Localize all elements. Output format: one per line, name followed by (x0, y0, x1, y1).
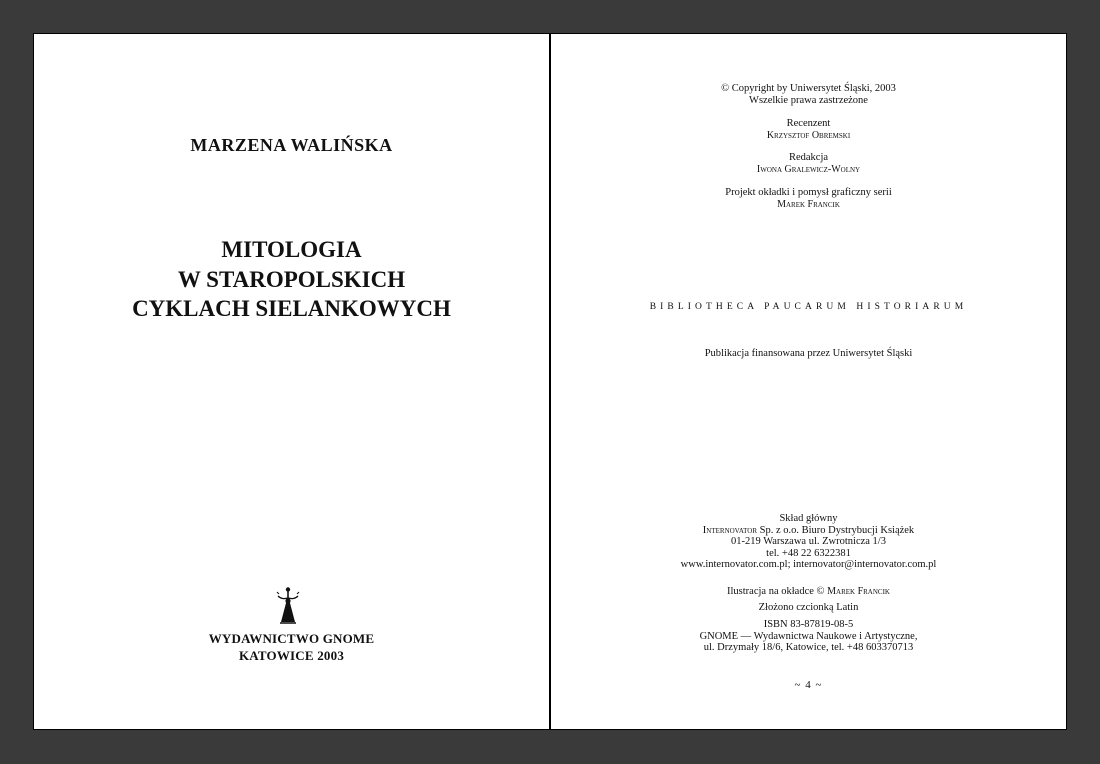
cover-design-label: Projekt okładki i pomysł graficzny serii (725, 187, 892, 198)
editor-label: Redakcja (788, 152, 829, 163)
isbn: ISBN 83-87819-08-5 (763, 619, 854, 630)
cover-designer-name: Marek Francik (777, 198, 840, 210)
distribution-web: www.internovator.com.pl; internovator@internovator.com.pl (680, 559, 937, 570)
imprint-line-2: ul. Drzymały 18/6, Katowice, tel. +48 603370713 (703, 642, 914, 653)
title-line-3: CYKLACH SIELANKOWYCH (132, 296, 451, 321)
reviewer-label: Recenzent (786, 118, 831, 129)
copyright-block (551, 83, 1066, 106)
distribution-company-name: Internovator (702, 524, 757, 536)
distribution-address: 01-219 Warszawa ul. Zwrotnicza 1/3 (731, 536, 886, 547)
publisher-name: WYDAWNICTWO GNOME (208, 631, 375, 646)
reviewer-name: Krzysztof Obremski (766, 129, 851, 141)
title-line-2: W STAROPOLSKICH (177, 266, 406, 292)
illustration-prefix: Ilustracja na okładce © (727, 586, 828, 597)
publisher-emblem-icon (276, 586, 300, 626)
series-name: BIBLIOTHECA PAUCARUM HISTORIARUM (649, 302, 968, 312)
illustration-credit (551, 586, 1066, 598)
illustration-author: Marek Francik (827, 586, 890, 597)
right-page (550, 33, 1067, 730)
left-page (33, 33, 550, 730)
publication-city-year: KATOWICE 2003 (238, 648, 345, 663)
distribution-company (551, 525, 1066, 537)
distribution-phone: tel. +48 22 6322381 (766, 547, 851, 559)
imprint-line-1: GNOME — Wydawnictwa Naukowe i Artystyczne, (699, 630, 918, 642)
book-title (34, 235, 549, 324)
funding-note: Publikacja finansowana przez Uniwersytet Śląski (704, 348, 913, 359)
rights-line: Wszelkie prawa zastrzeżone (749, 94, 868, 106)
editor-name: Iwona Gralewicz-Wolny (756, 163, 861, 175)
distribution-block (551, 513, 1066, 571)
cover-design-block (551, 187, 1066, 210)
typeface-note: Złożono czcionką Latin (758, 602, 859, 613)
distribution-label: Skład główny (779, 513, 838, 524)
distribution-company-rest: Sp. z o.o. Biuro Dystrybucji Książek (757, 524, 915, 536)
publisher-block (34, 630, 549, 664)
author-name: MARZENA WALIŃSKA (190, 135, 393, 155)
page-number: ~ 4 ~ (794, 679, 823, 691)
title-line-1: MITOLOGIA (221, 237, 362, 262)
editor-block (551, 152, 1066, 175)
reviewer-block (551, 118, 1066, 141)
copyright-line: © Copyright by Uniwersytet Śląski, 2003 (721, 83, 896, 94)
imprint-block (551, 619, 1066, 654)
